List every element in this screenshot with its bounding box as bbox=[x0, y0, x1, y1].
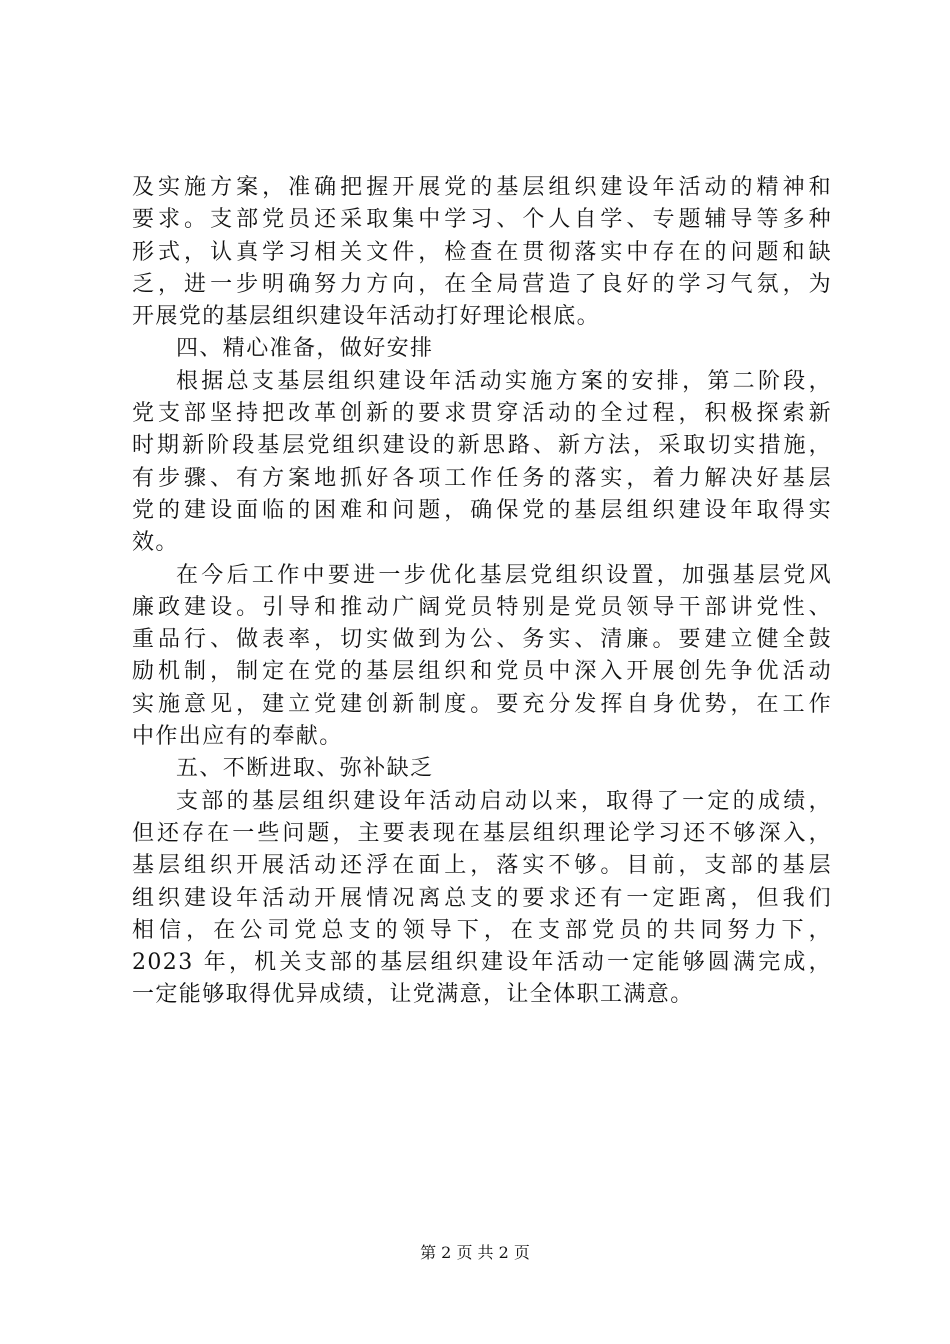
text-line: 乏，进一步明确努力方向，在全局营造了良好的学习气氛，为 bbox=[132, 271, 832, 297]
text-line: 开展党的基层组织建设年活动打好理论根底。 bbox=[132, 304, 601, 330]
text-line: 励机制，制定在党的基层组织和党员中深入开展创先争优活动 bbox=[132, 659, 832, 685]
text-line: 实施意见，建立党建创新制度。要充分发挥自身优势，在工作 bbox=[132, 691, 832, 717]
document-body bbox=[132, 172, 832, 1012]
text-line: 廉政建设。引导和推动广阔党员特别是党员领导干部讲党性、 bbox=[132, 594, 832, 620]
text-line: 支部的基层组织建设年活动启动以来，取得了一定的成绩， bbox=[176, 788, 832, 814]
text-line: 一定能够取得优异成绩，让党满意，让全体职工满意。 bbox=[132, 982, 694, 1008]
text-line: 2023 年，机关支部的基层组织建设年活动一定能够圆满完成， bbox=[132, 950, 832, 976]
text-line: 要求。支部党员还采取集中学习、个人自学、专题辅导等多种 bbox=[132, 207, 832, 233]
text-line: 中作出应有的奉献。 bbox=[132, 724, 343, 750]
text-line: 党支部坚持把改革创新的要求贯穿活动的全过程，积极探索新 bbox=[132, 401, 832, 427]
text-line: 根据总支基层组织建设年活动实施方案的安排，第二阶段， bbox=[176, 368, 832, 394]
text-line: 有步骤、有方案地抓好各项工作任务的落实，着力解决好基层 bbox=[132, 465, 832, 491]
text-line: 重品行、做表率，切实做到为公、务实、清廉。要建立健全鼓 bbox=[132, 627, 832, 653]
text-line: 五、不断进取、弥补缺乏 bbox=[176, 756, 434, 782]
text-line: 及实施方案，准确把握开展党的基层组织建设年活动的精神和 bbox=[132, 175, 832, 200]
text-line: 时期新阶段基层党组织建设的新思路、新方法，采取切实措施， bbox=[132, 433, 832, 459]
text-line: 但还存在一些问题，主要表现在基层组织理论学习还不够深入， bbox=[132, 820, 832, 846]
page-footer: 第 2 页 共 2 页 bbox=[420, 1243, 530, 1262]
text-line: 效。 bbox=[132, 530, 179, 556]
text-line: 组织建设年活动开展情况离总支的要求还有一定距离，但我们 bbox=[132, 885, 832, 911]
text-line: 基层组织开展活动还浮在面上，落实不够。目前，支部的基层 bbox=[132, 853, 832, 879]
text-line: 四、精心准备，做好安排 bbox=[176, 336, 434, 362]
text-line: 相信，在公司党总支的领导下，在支部党员的共同努力下， bbox=[132, 917, 832, 943]
text-line: 形式，认真学习相关文件，检查在贯彻落实中存在的问题和缺 bbox=[132, 239, 832, 265]
text-line: 在今后工作中要进一步优化基层党组织设置，加强基层党风 bbox=[176, 562, 832, 588]
text-line: 党的建设面临的困难和问题，确保党的基层组织建设年取得实 bbox=[132, 497, 832, 523]
